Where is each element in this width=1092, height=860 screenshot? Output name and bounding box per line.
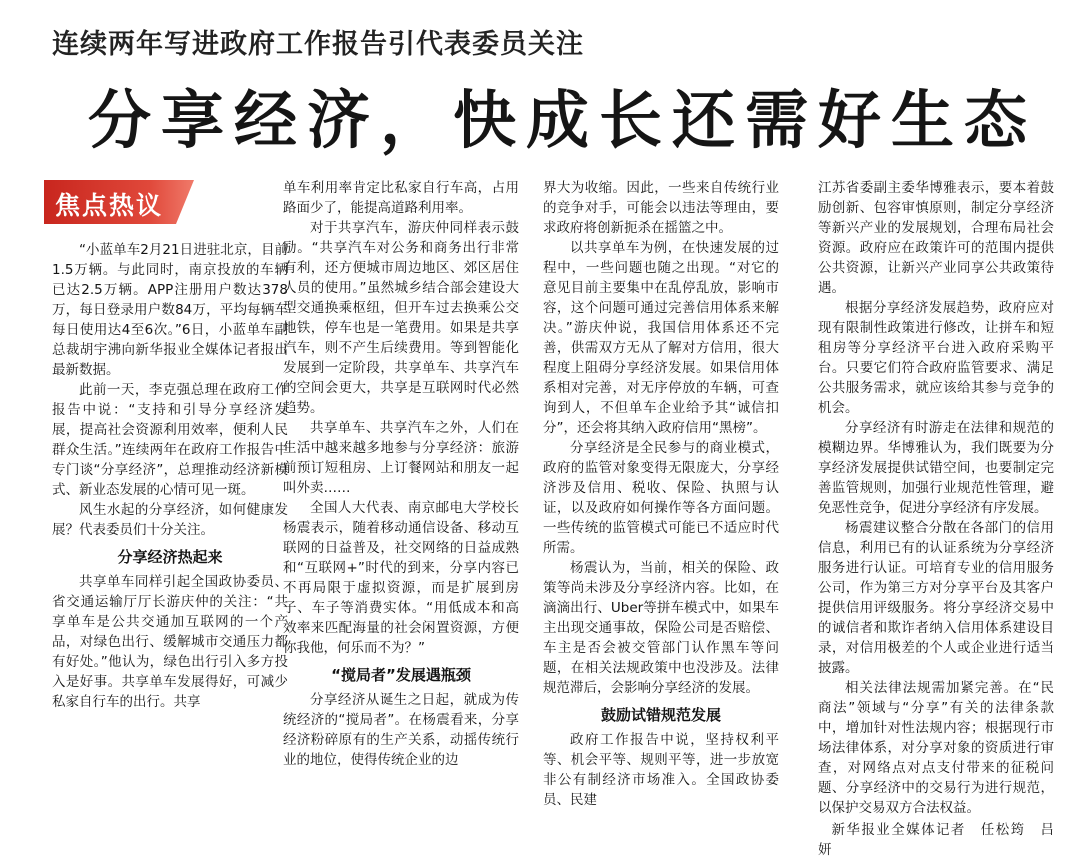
subheading: 鼓励试错规范发展: [600, 706, 721, 724]
paragraph: 以共享单车为例，在快速发展的过程中，一些问题也随之出现。“对它的意见目前主要集中在乱停乱放，影响市容，这个问题可通过完善信用体系来解决。”游庆仲说，我国信用体系还不完善，供需双方无从了解对方信用，很大程度上阻碍分享经济发展。如果信用体系相对完善，对无序停放的车辆，可查询到人，不但单车企业给予其“诚信扣分”，还会将其纳入政府信用“黑榜”。: [543, 240, 779, 436]
paragraph: 共享单车同样引起全国政协委员、省交通运输厅厅长游庆仲的关注：“共享单车是公共交通加互联网的一个产品，对绿色出行、缓解城市交通压力都有好处。”他认为，绿色出行引入多方投入是好事。共享单车发展得好，可减少私家自行车的出行。共享: [52, 574, 288, 710]
article-column-1: [52, 240, 288, 743]
section-label: 焦点热议: [55, 191, 164, 220]
paragraph: 江苏省委副主委华博雅表示，要本着鼓励创新、包容审慎原则，制定分享经济等新兴产业的发展规划，合理布局社会资源。政府应在政策许可的范围内提供公共资源，让新兴产业同享公共政策待遇。: [818, 180, 1054, 296]
paragraph: 分享经济是全民参与的商业模式，政府的监管对象变得无限庞大，分享经济涉及信用、税收、保险、执照与认证，以及政府如何操作等各方面问题。一些传统的监管模式可能已不适应时代所需。: [543, 440, 779, 556]
paragraph: 单车利用率肯定比私家自行车高，占用路面少了，能提高道路利用率。: [283, 180, 519, 216]
paragraph: 全国人大代表、南京邮电大学校长杨震表示，随着移动通信设备、移动互联网的日益普及，社交网络的日益成熟和“互联网+”时代的到来，分享内容已不再局限于虚拟资源，而是扩展到房子、车子等消费实体。“用低成本和高效率来匹配海量的社会闲置资源，方便你我他，何乐而不为？”: [283, 500, 519, 656]
paragraph: 杨震建议整合分散在各部门的信用信息，利用已有的认证系统为分享经济服务进行认证。可培育专业的信用服务公司，作为第三方对分享平台及其客户提供信用评级服务。将分享经济交易中的诚信者和欺诈者纳入信用体系建设目录，对信用极差的个人或企业进行适当披露。: [818, 520, 1054, 676]
article-column-3: [543, 178, 779, 808]
subheading: 分享经济热起来: [117, 548, 223, 566]
paragraph: 杨震认为，当前，相关的保险、政策等尚未涉及分享经济内容。比如，在滴滴出行、Uber等拼车模式中，如果车主出现交通事故，保险公司是否赔偿、车主是否会被交管部门认作黑车等问题，在相关法规政策中也没涉及。法律规范滞后，会影响分享经济的发展。: [543, 560, 779, 696]
paragraph: 相关法律法规需加紧完善。在“民商法”领域与“分享”有关的法律条款中，增加针对性法规内容；根据现行市场法律体系，对分享对象的资质进行审查，对网络点对点支付带来的征税问题、分享经济中的交易行为进行规范，以保护交易双方合法权益。: [818, 680, 1054, 816]
article-column-2: [283, 178, 519, 768]
paragraph: 风生水起的分享经济，如何健康发展？代表委员们十分关注。: [52, 502, 288, 538]
kicker-headline: 连续两年写进政府工作报告引代表委员关注: [52, 29, 584, 60]
paragraph: 界大为收缩。因此，一些来自传统行业的竞争对手，可能会以违法等理由，要求政府将创新扼杀在摇篮之中。: [543, 180, 779, 236]
main-headline: 分享经济，快成长还需好生态: [88, 84, 1037, 157]
paragraph: 此前一天，李克强总理在政府工作报告中说：“支持和引导分享经济发展，提高社会资源利用效率，便利人民群众生活。”连续两年在政府工作报告中专门谈“分享经济”，总理推动经济新模式、新业态发展的心情可见一斑。: [52, 382, 288, 498]
paragraph: 分享经济从诞生之日起，就成为传统经济的“搅局者”。在杨震看来，分享经济粉碎原有的生产关系，动摇传统行业的地位，使得传统企业的边: [283, 692, 519, 768]
subheading: “搅局者”发展遇瓶颈: [331, 666, 471, 684]
paragraph: 根据分享经济发展趋势，政府应对现有限制性政策进行修改，让拼车和短租房等分享经济平台进入政府采购平台。只要它们符合政府监管要求、满足公共服务需求，就应该给其参与竞争的机会。: [818, 300, 1054, 416]
byline: 新华报业全媒体记者 任松筠 吕 妍: [818, 822, 1068, 858]
paragraph: 共享单车、共享汽车之外，人们在生活中越来越多地参与分享经济：旅游前预订短租房、上订餐网站和朋友一起叫外卖……: [283, 420, 519, 496]
paragraph: 对于共享汽车，游庆仲同样表示鼓励。“共享汽车对公务和商务出行非常有利，还方便城市周边地区、郊区居住人员的使用。”虽然城乡结合部会建设大型交通换乘枢纽，但开车过去换乘公交地铁，停车也是一笔费用。如果是共享汽车，则不产生后续费用。等到智能化发展到一定阶段，共享单车、共享汽车的空间会更大，共享是互联网时代必然趋势。: [283, 220, 519, 416]
paragraph: “小蓝单车2月21日进驻北京，目前1.5万辆。与此同时，南京投放的车辆已达2.5万辆。APP注册用户数达378万，每日登录用户数84万，平均每辆车每日使用达4至6次。”6日，小蓝单车副总裁胡宇沸向新华报业全媒体记者报出最新数据。: [52, 242, 288, 378]
paragraph: 政府工作报告中说，坚持权利平等、机会平等、规则平等，进一步放宽非公有制经济市场准入。全国政协委员、民建: [543, 732, 779, 808]
article-column-4: [818, 178, 1068, 858]
paragraph: 分享经济有时游走在法律和规范的模糊边界。华博雅认为，我们既要为分享经济发展提供试错空间，也要制定完善监管规则，加强行业规范性管理，避免恶性竞争，促进分享经济有序发展。: [818, 420, 1054, 516]
